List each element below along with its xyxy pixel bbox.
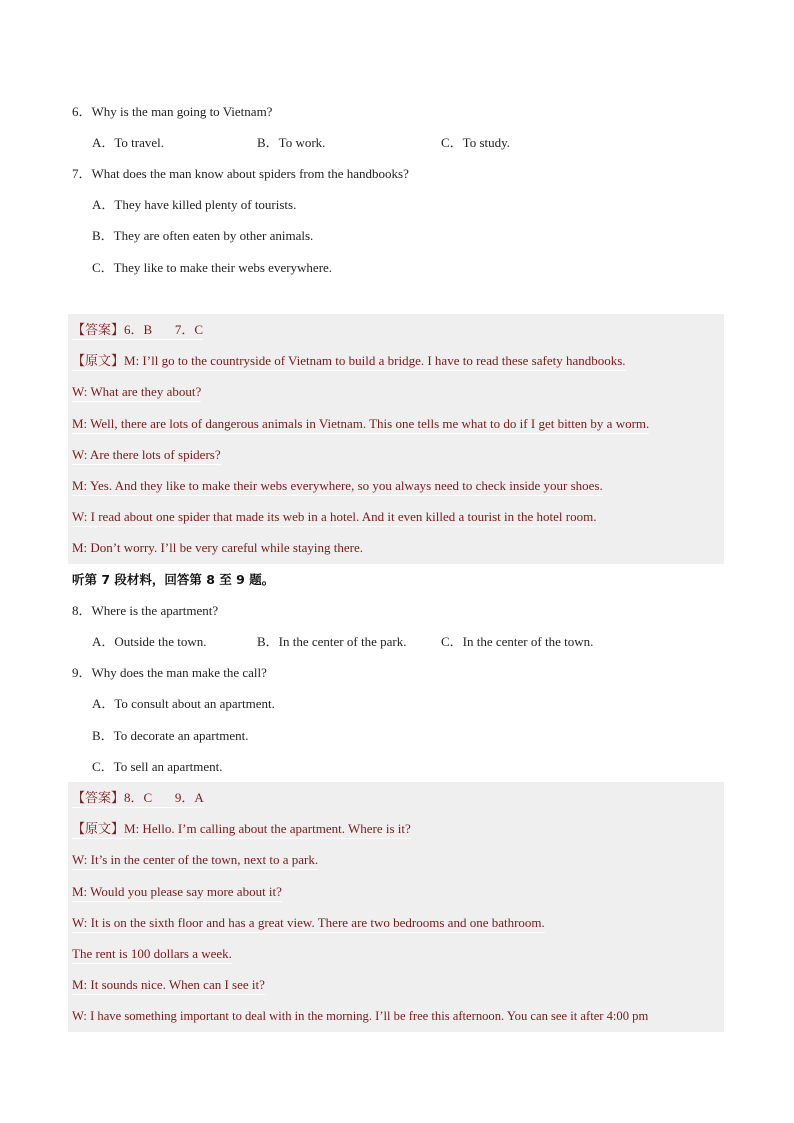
- q7-option-b: B．They are often eaten by other animals.: [92, 228, 314, 243]
- answer-text: 8．C 9．A: [124, 790, 204, 805]
- transcript-line: The rent is 100 dollars a week.: [72, 945, 232, 964]
- transcript-line: W: It’s in the center of the town, next to a park.: [72, 851, 318, 870]
- answer-label: 【答案】: [72, 790, 125, 805]
- transcript-line: W: It is on the sixth floor and has a great view. There are two bedrooms and one bathroom.: [72, 914, 545, 933]
- transcript-line: W: Are there lots of spiders?: [72, 446, 221, 465]
- transcript-line: M: Would you please say more about it?: [72, 883, 282, 902]
- answer-block-2: [68, 782, 724, 1032]
- q8-option-b: B．In the center of the park.: [257, 634, 407, 649]
- q8-option-a: A．Outside the town.: [92, 634, 207, 649]
- transcript-label: 【原文】: [72, 353, 125, 368]
- question-6: 6．Why is the man going to Vietnam?: [72, 104, 273, 119]
- transcript-line: W: I read about one spider that made its web in a hotel. And it even killed a tourist in the hotel room.: [72, 508, 596, 527]
- answer-label: 【答案】: [72, 322, 125, 337]
- question-8: 8．Where is the apartment?: [72, 603, 219, 618]
- transcript-line: M: It sounds nice. When can I see it?: [72, 976, 265, 995]
- question-7: 7．What does the man know about spiders from the handbooks?: [72, 166, 409, 181]
- section-heading: 听第 7 段材料，回答第 8 至 9 题。: [72, 572, 275, 587]
- q6-option-c: C．To study.: [441, 135, 511, 150]
- question-9: 9．Why does the man make the call?: [72, 665, 267, 680]
- transcript-line: W: I have something important to deal with in the morning. I’ll be free this afternoon. You can see it after 4:00 pm: [72, 1009, 649, 1023]
- q9-option-b: B．To decorate an apartment.: [92, 728, 249, 743]
- q9-option-a: A．To consult about an apartment.: [92, 696, 275, 711]
- q9-option-c: C．To sell an apartment.: [92, 759, 223, 774]
- transcript-row: [72, 352, 626, 371]
- transcript-line: M: Don’t worry. I’ll be very careful while staying there.: [72, 540, 363, 555]
- answer-row-1: [72, 321, 203, 340]
- q7-option-c: C．They like to make their webs everywhere.: [92, 260, 333, 275]
- q6-option-b: B．To work.: [257, 135, 326, 150]
- transcript-label: 【原文】: [72, 821, 125, 836]
- q7-option-a: A．They have killed plenty of tourists.: [92, 197, 297, 212]
- transcript-line: M: Well, there are lots of dangerous animals in Vietnam. This one tells me what to do if I get bitten by a worm.: [72, 415, 649, 434]
- transcript-line: W: What are they about?: [72, 383, 201, 402]
- answer-block-1: [68, 314, 724, 564]
- answer-row-2: [72, 789, 204, 808]
- transcript-line: M: Yes. And they like to make their webs everywhere, so you always need to check inside your shoes.: [72, 477, 603, 496]
- transcript-line: M: Hello. I’m calling about the apartment. Where is it?: [124, 821, 411, 836]
- q6-option-a: A．To travel.: [92, 135, 165, 150]
- answer-text: 6．B 7．C: [124, 322, 204, 337]
- q8-option-c: C．In the center of the town.: [441, 634, 594, 649]
- transcript-line: M: I’ll go to the countryside of Vietnam to build a bridge. I have to read these safety handbooks.: [124, 353, 626, 368]
- transcript-row: [72, 820, 411, 839]
